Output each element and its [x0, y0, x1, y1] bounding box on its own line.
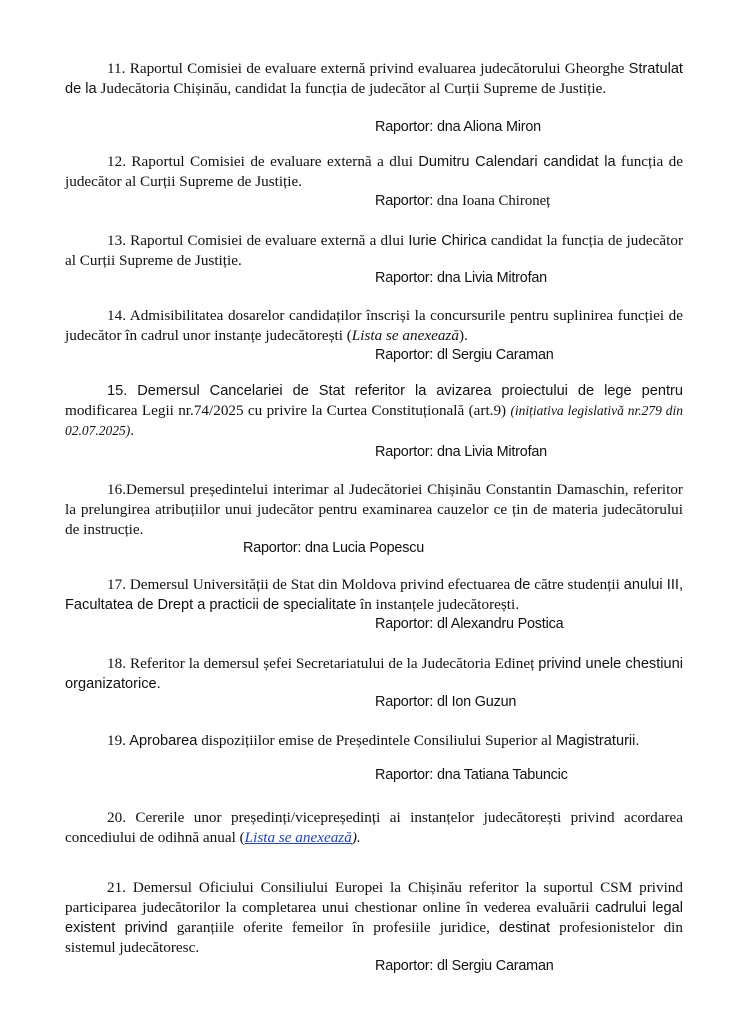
raportor-line: Raportor: dl Ion Guzun [375, 694, 517, 710]
item-number: 17. [107, 576, 126, 593]
agenda-item-text: 21. Demersul Oficiului Consiliului Europei la Chișinău referitor la suportul CSM privind participarea judecătorilor la completarea unui chestionar online în vederea evaluării cadrului legal existent privind garanțiile oferite femeilor în profesiile juridice, destinat profesionistelor din sistemul judecătoresc. [65, 879, 683, 956]
agenda-item-18 [65, 654, 683, 694]
raportor-line: Raportor: dna Livia Mitrofan [375, 444, 547, 460]
raportor-line: Raportor: dna Ioana Chironeț [375, 193, 551, 209]
item-number: 21. [107, 879, 126, 896]
raportor-line: Raportor: dna Livia Mitrofan [375, 270, 547, 286]
agenda-item-21 [65, 878, 683, 958]
agenda-item-19 [65, 731, 683, 751]
agenda-item-text: 19. Aprobarea dispozițiilor emise de Președintele Consiliului Superior al Magistraturii. [107, 732, 640, 749]
agenda-item-text: 11. Raportul Comisiei de evaluare externă privind evaluarea judecătorului Gheorghe Stratulat de la Judecătoria Chișinău, candidat la funcția de judecător al Curții Supreme de Justiție. [65, 60, 683, 97]
agenda-item-text: 17. Demersul Universității de Stat din Moldova privind efectuarea de către studenții anului III, Facultatea de Drept a practicii de specialitate în instanțele judecătorești. [65, 576, 683, 613]
agenda-item-text: 13. Raportul Comisiei de evaluare externă a dlui Iurie Chirica candidat la funcția de judecător al Curții Supreme de Justiție. [65, 232, 684, 269]
raportor-line: Raportor: dl Sergiu Caraman [375, 347, 554, 363]
agenda-item-text: 14. Admisibilitatea dosarelor candidaților înscriși la concursurile pentru suplinirea funcției de judecător în cadrul unor instanțe judecătorești (Lista se anexează). [65, 307, 683, 344]
item-number: 16. [107, 481, 126, 498]
agenda-item-text: 20. Cererile unor președinți/vicepreședinți ai instanțelor judecătorești privind acordarea concediului de odihnă anual (Lista se anexează). [65, 809, 683, 846]
item-number: 19. [107, 732, 126, 749]
agenda-item-12 [65, 152, 683, 192]
lista-anexeaza-link[interactable]: Lista se anexează [244, 829, 352, 846]
item-number: 13. [107, 232, 126, 249]
agenda-item-14 [65, 306, 683, 346]
agenda-item-15 [65, 381, 683, 441]
item-number: 15. [107, 383, 128, 399]
agenda-item-17 [65, 575, 683, 615]
agenda-item-text: 18. Referitor la demersul șefei Secretariatului de la Judecătoria Edineț privind unele chestiuni organizatorice. [65, 655, 683, 692]
item-number: 11. [107, 60, 126, 77]
agenda-item-text: 12. Raportul Comisiei de evaluare externă a dlui Dumitru Calendari candidat la funcția de judecător al Curții Supreme de Justiție. [65, 153, 683, 190]
item-number: 20. [107, 809, 126, 826]
item-number: 18. [107, 655, 126, 672]
item-number: 12. [107, 153, 126, 170]
agenda-item-16 [65, 480, 683, 540]
agenda-item-20 [65, 808, 683, 848]
raportor-line: Raportor: dl Alexandru Postica [375, 616, 564, 632]
raportor-line: Raportor: dl Sergiu Caraman [375, 958, 554, 974]
item-number: 14. [107, 307, 126, 324]
agenda-item-text: 15. Demersul Cancelariei de Stat referitor la avizarea proiectului de lege pentru modificarea Legii nr.74/2025 cu privire la Curtea Constituțională (art.9) (inițiativa legislativă nr.279 din 02.07.2025). [65, 383, 683, 439]
agenda-item-11 [65, 59, 683, 99]
agenda-item-13 [65, 231, 683, 271]
raportor-line: Raportor: dna Tatiana Tabuncic [375, 767, 568, 783]
raportor-line: Raportor: dna Lucia Popescu [243, 540, 424, 556]
agenda-item-text: 16.Demersul președintelui interimar al Judecătoriei Chișinău Constantin Damaschin, referitor la prelungirea atribuțiilor unui judecător pentru examinarea cauzelor ce țin de materia judecătorului de instrucție. [65, 481, 683, 538]
raportor-line: Raportor: dna Aliona Miron [375, 119, 541, 135]
